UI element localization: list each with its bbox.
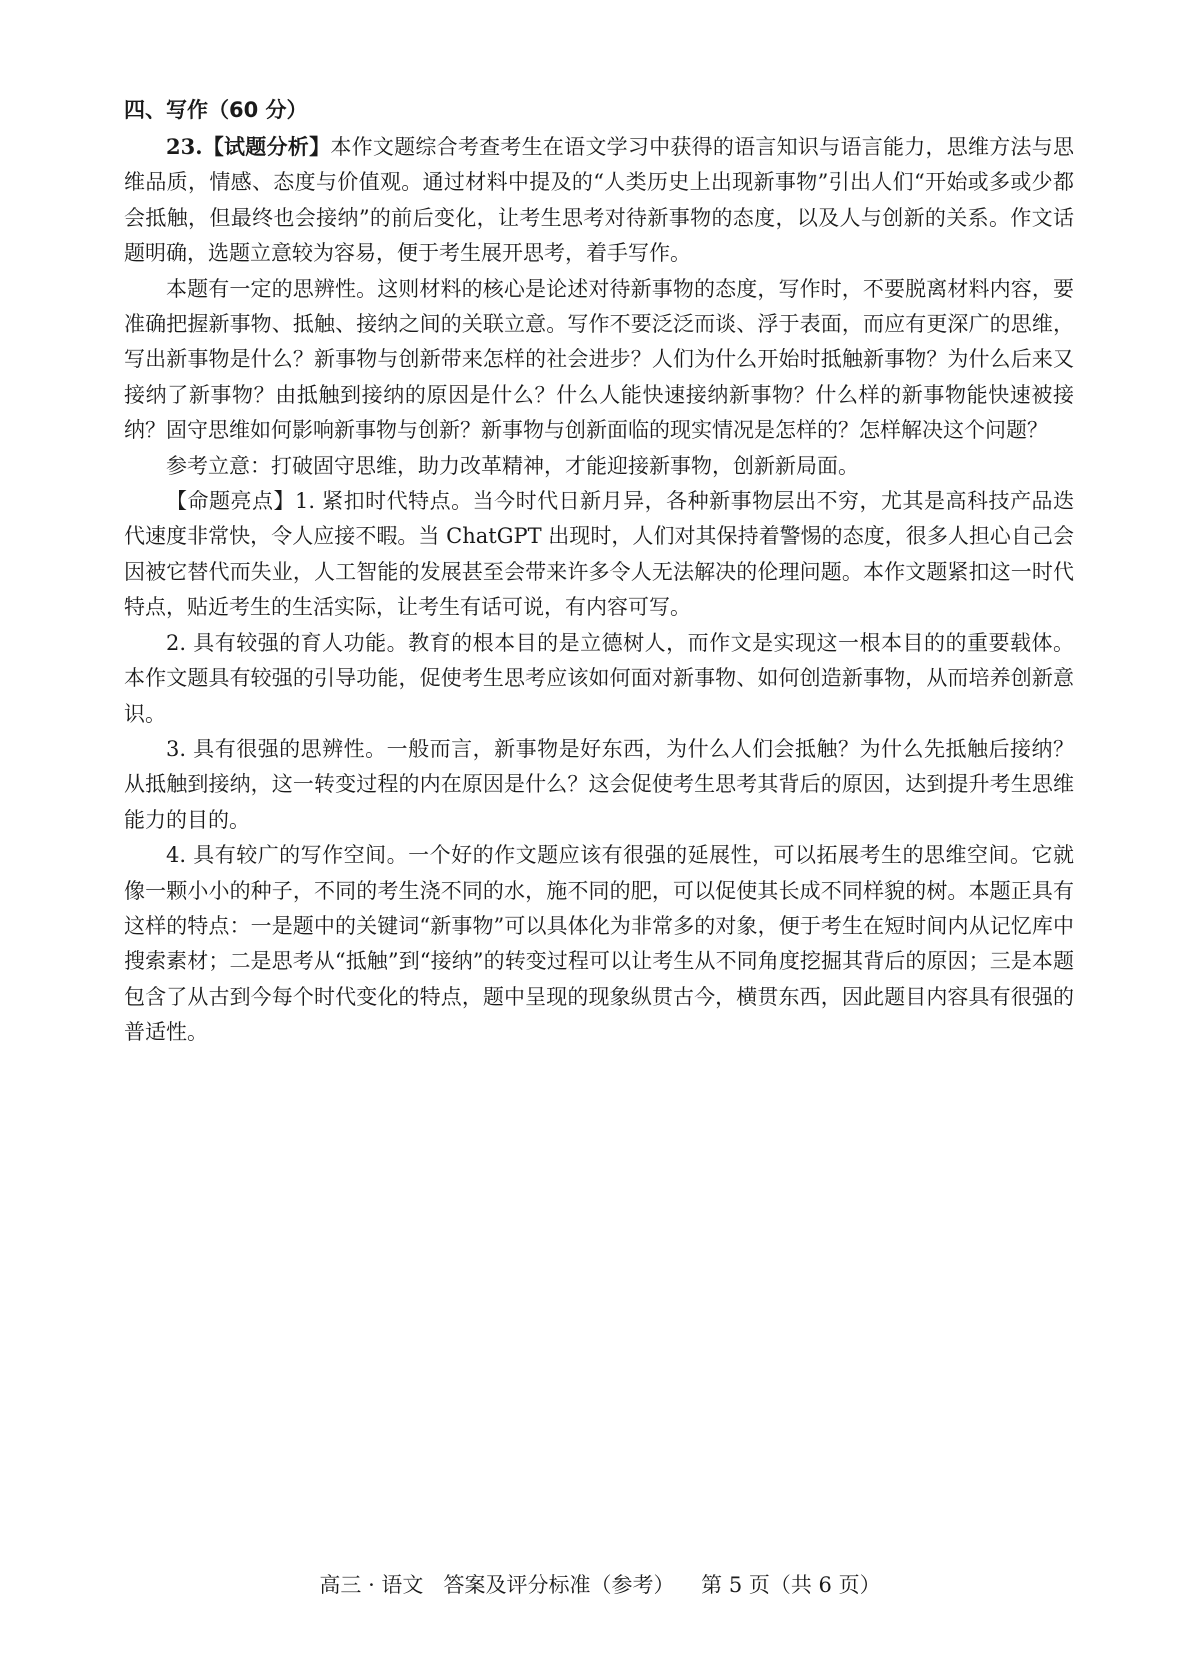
footer-doc-title: 答案及评分标准（参考）	[443, 1573, 675, 1597]
paragraph-text: 本题有一定的思辨性。这则材料的核心是论述对待新事物的态度，写作时，不要脱离材料内容，要准确把握新事物、抵触、接纳之间的关联立意。写作不要泛泛而谈、浮于表面，而应有更深广的思维，写出新事物是什么？新事物与创新带来怎样的社会进步？人们为什么开始时抵触新事物？为什么后来又接纳了新事物？由抵触到接纳的原因是什么？什么人能快速接纳新事物？什么样的新事物能快速被接纳？固守思维如何影响新事物与创新？新事物与创新面临的现实情况是怎样的？怎样解决这个问题？	[124, 276, 1074, 443]
paragraph-text: 参考立意：打破固守思维，助力改革精神，才能迎接新事物，创新新局面。	[166, 453, 859, 478]
section-title: 四、写作（60 分）	[124, 98, 308, 122]
paragraph-text: 2. 具有较强的育人功能。教育的根本目的是立德树人，而作文是实现这一根本目的的重要载体。本作文题具有较强的引导功能，促使考生思考应该如何面对新事物、如何创造新事物，从而培养创新意识。	[124, 630, 1074, 726]
paragraph-text: 4. 具有较广的写作空间。一个好的作文题应该有很强的延展性，可以拓展考生的思维空间。它就像一颗小小的种子，不同的考生浇不同的水，施不同的肥，可以促使其长成不同样貌的树。本题正具有这样的特点：一是题中的关键词“新事物”可以具体化为非常多的对象，便于考生在短时间内从记忆库中搜索素材；二是思考从“抵触”到“接纳”的转变过程可以让考生从不同角度挖掘其背后的原因；三是本题包含了从古到今每个时代变化的特点，题中呈现的现象纵贯古今，横贯东西，因此题目内容具有很强的普适性。	[124, 843, 1074, 1045]
paragraph-text: 1. 紧扣时代特点。当今时代日新月异，各种新事物层出不穷，尤其是高科技产品迭代速度非常快，令人应接不暇。当 ChatGPT 出现时，人们对其保持着警惕的态度，很多人担心自己会因被它替代而失业，人工智能的发展甚至会带来许多令人无法解决的伦理问题。本作文题紧扣这一时代特点，贴近考生的生活实际，让考生有话可说，有内容可写。	[124, 489, 1074, 620]
document-body	[124, 93, 1074, 1051]
paragraph-lead: 【命题亮点】	[166, 489, 295, 514]
paragraph-reference-theme	[124, 449, 1074, 484]
paragraph-analysis	[124, 129, 1074, 272]
paragraph-highlight-4	[124, 838, 1074, 1050]
paragraph-highlight-1	[124, 484, 1074, 626]
page-footer	[0, 1571, 1200, 1599]
footer-page-number: 第 5 页（共 6 页）	[701, 1573, 881, 1597]
paragraph-text: 本作文题综合考查考生在语文学习中获得的语言知识与语言能力，思维方法与思维品质，情感、态度与价值观。通过材料中提及的“人类历史上出现新事物”引出人们“开始或多或少都会抵触，但最终也会接纳”的前后变化，让考生思考对待新事物的态度，以及人与创新的关系。作文话题明确，选题立意较为容易，便于考生展开思考，着手写作。	[124, 135, 1074, 266]
footer-subject: 高三 · 语文	[319, 1573, 424, 1597]
paragraph-text: 3. 具有很强的思辨性。一般而言，新事物是好东西，为什么人们会抵触？为什么先抵触后接纳？从抵触到接纳，这一转变过程的内在原因是什么？这会促使考生思考其背后的原因，达到提升考生思维能力的目的。	[124, 736, 1074, 832]
paragraph-highlight-2	[124, 626, 1074, 732]
paragraph-highlight-3	[124, 732, 1074, 838]
paragraph-lead: 23.【试题分析】	[166, 134, 331, 159]
paragraph-dialectic	[124, 272, 1074, 449]
